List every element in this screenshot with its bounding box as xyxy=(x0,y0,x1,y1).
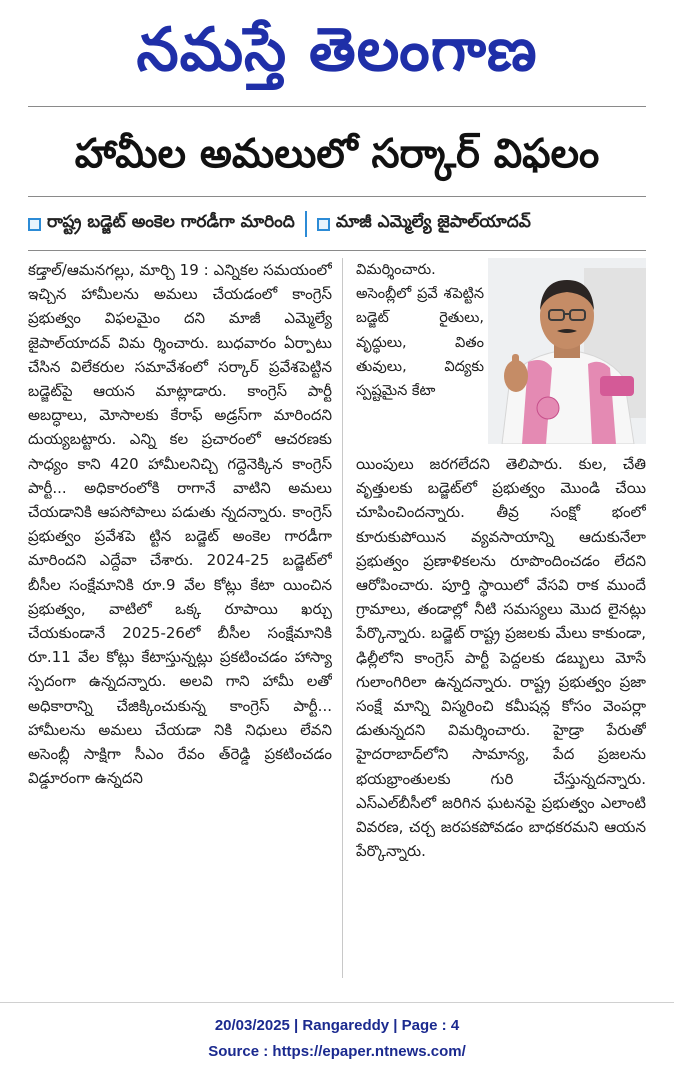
masthead xyxy=(0,8,674,92)
article-headline: హామీల అమలులో సర్కార్ విఫలం xyxy=(74,131,600,177)
subhead-text: మాజీ ఎమ్మెల్యే జైపాల్‌యాదవ్ xyxy=(335,212,531,232)
masthead-title: నమస్తే తెలంగాణ xyxy=(136,15,538,85)
footer-rule xyxy=(0,1002,674,1003)
bullet-square-icon xyxy=(317,218,330,231)
subhead-item xyxy=(28,212,295,236)
headline-rule xyxy=(28,196,646,197)
subhead-bar xyxy=(28,202,646,246)
subhead-item xyxy=(317,212,531,236)
body-column-right-bottom: యింపులు జరగలేదని తెలిపారు. కుల, చేతి వృత్తులకు బడ్జెట్‌లో ప్రభుత్వం మొండి చేయి చూపించిందన్నారు. తీవ్ర సంక్షో భంలో కూరుకుపోయిన వ్యవసాయాన్ని ఆదుకునేలా ప్రభుత్వం ప్రణాళికలను రూపొందించడం లేదని ఆరోపించారు. పూర్తి స్థాయిలో వేసవి రాక ముందే గ్రామాలు, తండాల్లో నీటి సమస్యలు మొద లైనట్లు పేర్కొన్నారు. బడ్జెట్ రాష్ట్ర ప్రజలకు మేలు కాకుండా, ఢిల్లీలోని కాంగ్రెస్ పార్టీ పెద్దలకు డబ్బులు మోసే గులాంగిరిలా ఉన్నదన్నారు. రాష్ట్ర ప్రభుత్వం ప్రజా సంక్షే మాన్ని విస్మరించి కమీషన్ల కోసం వెంపర్లా డుతున్నదని విమర్శించారు. హైడ్రా పేరుతో హైదరాబాద్‌లోని సామాన్య, పేద ప్రజలను భయభ్రాంతులకు గురి చేస్తున్నదన్నారు. ఎస్ఎల్‌బీసీలో జరిగిన ఘటనపై ప్రభుత్వం ఎలాంటి వివరణ, చర్చ జరపకపోవడం బాధకరమని ఆయన పేర్కొన్నారు. xyxy=(356,455,646,861)
subhead-text: రాష్ట్ర బడ్జెట్ అంకెల గారడీగా మారింది xyxy=(47,212,295,232)
column-divider xyxy=(342,258,343,978)
body-column-right-top: విమర్శించారు. అసెంబ్లీలో ప్రవే శపెట్టిన బడ్జెట్ రైతులు, వృద్ధులు, వితం తువులు, విద్యకు స్పష్టమైన కేటా xyxy=(356,262,484,400)
footer-dateline: 20/03/2025 | Rangareddy | Page : 4 xyxy=(214,1017,460,1034)
bullet-square-icon xyxy=(28,218,41,231)
article-body xyxy=(28,258,646,1000)
subhead-divider xyxy=(305,211,307,237)
portrait-photo xyxy=(488,258,646,444)
portrait-illustration xyxy=(488,258,646,444)
footer-source: Source : https://epaper.ntnews.com/ xyxy=(208,1043,466,1060)
top-rule xyxy=(28,106,646,107)
subhead-rule xyxy=(28,250,646,251)
body-column-left: కడ్తాల్/ఆమనగల్లు, మార్చి 19 : ఎన్నికల సమయంలో ఇచ్చిన హామీలను అమలు చేయడంలో కాంగ్రెస్ ప్రభుత్వం విఫలమైం దని మాజీ ఎమ్మెల్యే జైపాల్‌యాదవ్ విమ ర్శించారు. బుధవారం ఏర్పాటు చేసిన విలేకరుల సమావేశంలో సర్కార్ ప్రవేశపెట్టిన బడ్జెట్‌పై ఆయన మాట్లాడారు. కాంగ్రెస్ పార్టీ అబద్ధాలు, మోసాలకు కేరాఫ్ అడ్రస్‌గా మారిందని దుయ్యబట్టారు. ఎన్ని కల ప్రచారంలో ఆచరణకు సాధ్యం కాని 420 హామీలనిచ్చి గద్దెనెక్కిన కాంగ్రెస్ పార్టీ... అధికారంలోకి రాగానే వాటిని అమలు చేయడానికి ఆపసోపాలు పడుతు న్నదన్నారు. కాంగ్రెస్ ప్రభుత్వం ప్రవేశపె ట్టిన బడ్జెట్ అంకెల గారడీగా మారిందని ఎద్దేవా చేశారు. 2024-25 బడ్జెట్‌లో బీసీల సంక్షేమానికి రూ.9 వేల కోట్లు కేటా యించిన ప్రభుత్వం, వాటిలో ఒక్క రూపాయి ఖర్చు చేయకుండానే 2025-26లో బీసీల సంక్షేమానికి రూ.11 వేల కోట్లు కేటాస్తున్నట్లు ప్రకటించడం హాస్యా స్పదంగా ఉన్నదన్నారు. అలవి గాని హామీ లతో అధికారాన్ని చేజిక్కించుకున్న కాంగ్రెస్ పార్టీ... హామీలను అమలు చేయడా నికి నిధులు లేవని అసెంబ్లీ సాక్షిగా సీఎం రేవం త్‌రెడ్డి ప్రకటించడం విడ్డూరంగా ఉన్నదని xyxy=(28,261,332,788)
